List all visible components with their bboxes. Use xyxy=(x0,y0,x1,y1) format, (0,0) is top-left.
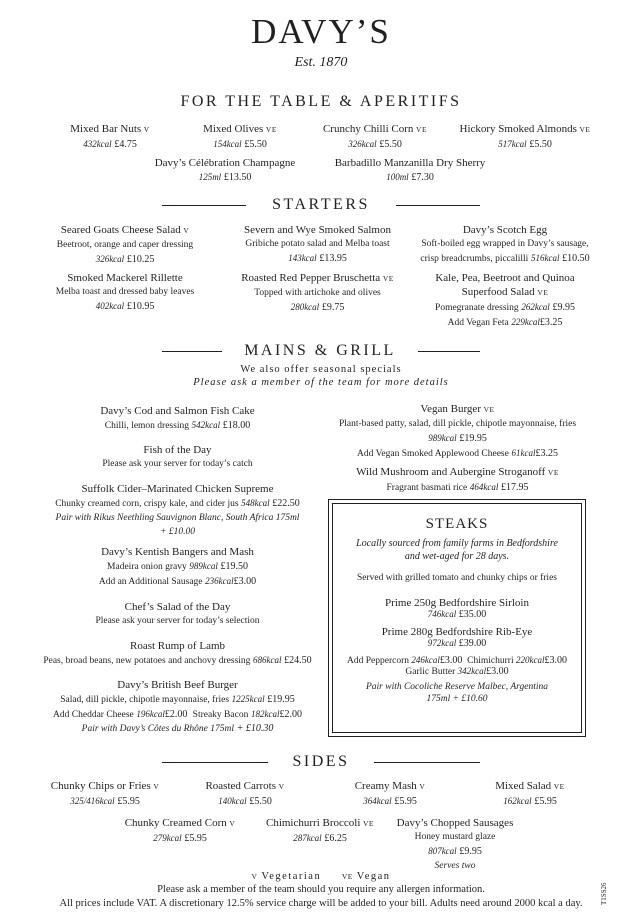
menu-item xyxy=(410,223,600,266)
wine-pairing: Pair with Cocoliche Reserve Malbec, Argentina xyxy=(365,682,549,692)
item-price: £10.95 xyxy=(126,301,155,312)
item-name: Suffolk Cider–Marinated Chicken Supreme xyxy=(81,483,274,495)
addon-price: £3.00 xyxy=(544,655,567,666)
addon-price: £3.00 xyxy=(233,576,257,587)
item-kcal: 432kcal xyxy=(83,139,112,149)
addon-label: Chimichurri xyxy=(467,656,514,666)
menu-item xyxy=(320,779,460,809)
item-kcal: 140kcal xyxy=(218,796,247,806)
item-description: Salad, dill pickle, chipotle mayonnaise, fries xyxy=(60,695,230,705)
addon-label: Add Cheddar Cheese xyxy=(53,710,134,720)
item-name: Chunky Creamed Corn xyxy=(124,817,227,829)
diet-tag: VE xyxy=(363,819,375,828)
menu-item xyxy=(410,271,600,330)
menu-item xyxy=(20,678,335,736)
item-description: Chilli, lemon dressing xyxy=(104,421,189,431)
legend-v-label: Vegetarian xyxy=(261,871,322,882)
item-size: 125ml xyxy=(198,172,222,182)
menu-item xyxy=(385,816,525,873)
item-description: Honey mustard glaze xyxy=(414,832,496,842)
menu-item xyxy=(30,443,325,471)
section-title-starters: STARTERS xyxy=(272,196,370,213)
item-price: £4.75 xyxy=(114,139,137,150)
item-kcal: 162kcal xyxy=(503,796,532,806)
item-kcal: 262kcal xyxy=(521,302,550,312)
addon-price: £3.25 xyxy=(539,317,563,328)
addon-price: £3.25 xyxy=(535,448,558,459)
item-kcal: 287kcal xyxy=(293,833,322,843)
item-name: Davy’s Kentish Bangers and Mash xyxy=(101,546,254,558)
item-price: £19.95 xyxy=(459,433,487,444)
addon-kcal: 229kcal xyxy=(511,317,540,327)
item-kcal: 143kcal xyxy=(288,253,317,263)
diet-tag: V xyxy=(419,782,426,791)
item-price: £24.50 xyxy=(284,655,312,666)
menu-item xyxy=(225,271,410,315)
item-size: 100ml xyxy=(386,172,409,182)
item-price: £5.95 xyxy=(184,833,207,844)
diet-tag: VE xyxy=(483,405,495,414)
steaks-panel xyxy=(332,503,582,733)
item-price: £10.50 xyxy=(562,253,590,264)
steaks-title: STEAKS xyxy=(425,516,489,532)
menu-item xyxy=(30,482,325,539)
item-kcal: 364kcal xyxy=(363,796,392,806)
brand-logo: DAVY’S xyxy=(251,12,391,51)
item-kcal: 402kcal xyxy=(95,301,125,311)
item-price: £5.95 xyxy=(534,796,557,807)
legend-ve-label: Vegan xyxy=(356,871,391,882)
item-name: Severn and Wye Smoked Salmon xyxy=(243,224,391,236)
item-name: Davy’s Scotch Egg xyxy=(462,224,548,236)
diet-tag: VE xyxy=(547,468,559,477)
item-kcal: 548kcal xyxy=(241,498,270,508)
addon-label: Add Vegan Smoked Applewood Cheese xyxy=(357,449,509,459)
divider xyxy=(418,351,480,352)
item-name: Vegan Burger xyxy=(420,403,481,415)
addon-label: Add Vegan Feta xyxy=(447,318,509,328)
item-kcal: 154kcal xyxy=(213,139,242,149)
item-name: Crunchy Chilli Corn xyxy=(322,123,414,135)
item-name: Kale, Pea, Beetroot and Quinoa xyxy=(435,272,575,284)
menu-item xyxy=(465,779,595,809)
menu-code: T1SS26 xyxy=(600,882,608,905)
item-name: Mixed Bar Nuts xyxy=(70,123,142,135)
addon-price: £3.00 xyxy=(439,655,463,666)
addon-price: £3.00 xyxy=(486,666,509,677)
addon-kcal: 246kcal xyxy=(411,655,440,665)
menu-item xyxy=(30,600,325,628)
steaks-intro: Locally sourced from family farms in Bedfordshire xyxy=(356,538,558,549)
item-kcal: 972kcal xyxy=(427,638,457,648)
menu-item xyxy=(170,122,310,152)
item-description: Melba toast and dressed baby leaves xyxy=(55,287,195,297)
item-price: £7.30 xyxy=(411,172,434,183)
item-price: £19.50 xyxy=(220,561,248,572)
item-kcal: 279kcal xyxy=(153,833,182,843)
section-title-mains: MAINS & GRILL xyxy=(244,342,396,359)
item-description: Soft-boiled egg wrapped in Davy’s sausage, xyxy=(421,239,589,249)
item-price: £35.00 xyxy=(458,609,487,620)
item-kcal: 326kcal xyxy=(348,139,377,149)
item-description: Madeira onion gravy xyxy=(107,562,187,572)
legend-v-tag: V xyxy=(251,872,258,881)
item-price: £5.95 xyxy=(117,796,140,807)
item-name: Creamy Mash xyxy=(354,780,417,792)
mains-intro: Please ask a member of the team for more details xyxy=(193,377,449,388)
menu-item xyxy=(40,122,180,152)
item-price: £5.50 xyxy=(249,796,272,807)
item-name: Hickory Smoked Almonds xyxy=(459,123,577,135)
item-price: £17.95 xyxy=(500,482,529,493)
item-name: Fish of the Day xyxy=(143,444,212,456)
item-kcal: 807kcal xyxy=(428,846,457,856)
item-description: Plant-based patty, salad, dill pickle, chipotle mayonnaise, fries xyxy=(338,419,577,429)
menu-item xyxy=(30,639,325,668)
allergen-note: Please ask a member of the team should you require any allergen information. xyxy=(157,884,485,895)
legend-ve-tag: VE xyxy=(341,872,353,881)
item-price: £18.00 xyxy=(222,420,251,431)
item-price: £13.95 xyxy=(319,253,347,264)
item-name: Mixed Salad xyxy=(495,780,552,792)
menu-item xyxy=(175,779,315,809)
item-kcal: 989kcal xyxy=(189,561,218,571)
item-name: Chimichurri Broccoli xyxy=(265,817,361,829)
diet-tag: VE xyxy=(416,125,428,134)
item-description: Chunky creamed corn, crispy kale, and cider jus xyxy=(55,499,239,509)
diet-tag: V xyxy=(278,782,285,791)
diet-tag: VE xyxy=(265,125,277,134)
menu-item xyxy=(135,156,315,185)
item-kcal: 989kcal xyxy=(428,433,457,443)
item-description: Gribiche potato salad and Melba toast xyxy=(245,239,390,249)
addon-kcal: 236kcal xyxy=(205,576,234,586)
menu-item xyxy=(100,816,260,846)
item-name: Superfood Salad xyxy=(461,286,535,298)
item-name: Prime 280g Bedfordshire Rib-Eye xyxy=(381,626,533,638)
item-price: £10.25 xyxy=(126,254,155,265)
item-price: £22.50 xyxy=(272,498,300,509)
addon-kcal: 220kcal xyxy=(515,655,545,665)
item-name: Barbadillo Manzanilla Dry Sherry xyxy=(334,157,486,169)
section-title-aperitifs: FOR THE TABLE & APERITIFS xyxy=(180,93,462,110)
divider xyxy=(374,762,480,763)
item-description: Beetroot, orange and caper dressing xyxy=(56,240,194,250)
vat-note: All prices include VAT. A discretionary 12.5% service charge will be added to your bill. Adults need around 2000 kcal a day. xyxy=(59,898,583,909)
steaks-served-with: Served with grilled tomato and chunky chips or fries xyxy=(357,573,557,583)
menu-item xyxy=(30,404,325,433)
item-kcal: 686kcal xyxy=(253,655,282,665)
item-kcal: 326kcal xyxy=(95,254,125,264)
item-kcal: 325/416kcal xyxy=(70,796,115,806)
diet-tag: VE xyxy=(537,288,549,297)
item-kcal: 516kcal xyxy=(530,253,560,263)
steaks-intro: and wet-aged for 28 days. xyxy=(404,551,510,562)
item-name: Davy’s Chopped Sausages xyxy=(396,817,514,829)
divider xyxy=(162,351,222,352)
menu-item xyxy=(40,223,210,267)
item-price: £9.75 xyxy=(321,302,345,313)
mains-intro: We also offer seasonal specials xyxy=(240,364,402,375)
menu-item xyxy=(330,465,585,495)
item-name: Roasted Carrots xyxy=(205,780,277,792)
item-price: £39.00 xyxy=(458,638,487,649)
item-price: £9.95 xyxy=(459,846,482,857)
wine-pairing-price: + £10.30 xyxy=(236,723,274,734)
diet-tag: V xyxy=(229,819,236,828)
item-price: £6.25 xyxy=(324,833,347,844)
item-price: £13.50 xyxy=(223,172,252,183)
wine-pairing: Pair with Davy’s Côtes du Rhône 175ml xyxy=(81,724,234,734)
menu-item xyxy=(300,122,450,152)
item-name: Chunky Chips or Fries xyxy=(50,780,151,792)
item-name: Davy’s Célébration Champagne xyxy=(154,157,296,169)
item-name: Chef’s Salad of the Day xyxy=(124,601,231,613)
item-name: Roast Rump of Lamb xyxy=(129,640,226,652)
diet-tag: VE xyxy=(382,274,394,283)
item-description: Please ask your server for today’s catch xyxy=(102,459,253,469)
menu-item xyxy=(315,156,505,185)
addon-label: Add an Additional Sausage xyxy=(98,577,203,587)
divider xyxy=(396,205,480,206)
section-title-sides: SIDES xyxy=(292,753,350,770)
item-price: £19.95 xyxy=(267,694,295,705)
item-name: Wild Mushroom and Aubergine Stroganoff xyxy=(356,466,546,478)
item-name: Davy’s Cod and Salmon Fish Cake xyxy=(100,405,255,417)
item-price: £5.50 xyxy=(379,139,402,150)
item-price: £9.95 xyxy=(552,302,575,313)
item-price: £5.95 xyxy=(394,796,417,807)
addon-kcal: 61kcal xyxy=(511,448,536,458)
item-name: Roasted Red Pepper Bruschetta xyxy=(241,272,381,284)
diet-tag: V xyxy=(153,782,160,791)
item-name: Davy’s British Beef Burger xyxy=(117,679,238,691)
item-description: Fragrant basmati rice xyxy=(386,483,468,493)
item-name: Mixed Olives xyxy=(203,123,264,135)
item-description: Please ask your server for today’s selection xyxy=(95,616,260,626)
addon-price: £2.00 xyxy=(279,709,302,720)
menu-item xyxy=(225,223,410,266)
item-kcal: 517kcal xyxy=(498,139,527,149)
item-note: Serves two xyxy=(434,861,476,871)
item-price: £5.50 xyxy=(244,139,267,150)
wine-pairing-price: 175ml + £10.60 xyxy=(426,694,488,704)
addon-kcal: 196kcal xyxy=(136,709,165,719)
addon-label: Streaky Bacon xyxy=(192,710,249,720)
menu-item xyxy=(30,779,180,809)
wine-pairing: Pair with Rikus Neethling Sauvignon Blanc, South Africa 175ml xyxy=(55,513,300,523)
divider xyxy=(162,762,268,763)
item-kcal: 464kcal xyxy=(469,482,499,492)
item-kcal: 746kcal xyxy=(427,609,457,619)
item-description: Peas, broad beans, new potatoes and anchovy dressing xyxy=(43,656,251,666)
menu-item xyxy=(40,271,210,314)
brand-established: Est. 1870 xyxy=(294,55,348,70)
item-description: crisp breadcrumbs, piccalilli xyxy=(420,254,529,264)
item-kcal: 280kcal xyxy=(290,302,320,312)
menu-item xyxy=(30,545,325,589)
item-kcal: 542kcal xyxy=(191,420,221,430)
item-description: Pomegranate dressing xyxy=(435,303,519,313)
item-price: £5.50 xyxy=(529,139,552,150)
item-kcal: 1225kcal xyxy=(231,694,265,704)
item-name: Prime 250g Bedfordshire Sirloin xyxy=(385,597,529,609)
diet-tag: VE xyxy=(553,782,565,791)
item-name: Smoked Mackerel Rillette xyxy=(67,272,183,284)
menu-item xyxy=(245,816,395,846)
diet-legend xyxy=(0,871,642,882)
addon-kcal: 342kcal xyxy=(457,666,487,676)
addon-kcal: 182kcal xyxy=(250,709,280,719)
diet-tag: V xyxy=(183,226,190,235)
divider xyxy=(162,205,246,206)
diet-tag: VE xyxy=(579,125,591,134)
addon-label: Add Peppercorn xyxy=(347,656,410,666)
menu-item xyxy=(440,122,610,152)
addon-label: Garlic Butter xyxy=(405,667,456,677)
addon-price: £2.00 xyxy=(164,709,188,720)
item-name: Seared Goats Cheese Salad xyxy=(60,224,181,236)
item-description: Topped with artichoke and olives xyxy=(254,288,381,298)
wine-pairing-price: + £10.00 xyxy=(160,527,195,537)
diet-tag: V xyxy=(143,125,150,134)
menu-item xyxy=(330,402,585,461)
